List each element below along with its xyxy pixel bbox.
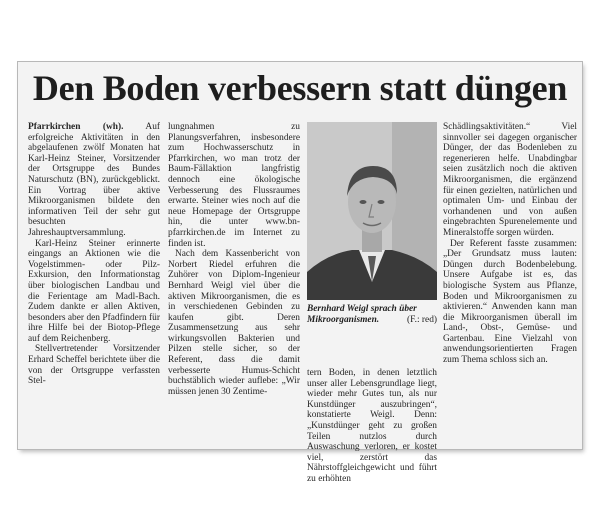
headline: Den Boden verbessern statt düngen [32,68,568,108]
paragraph: Stellvertretender Vorsitzender Erhard Scheffel berichtete über die von der Ortsgruppe verfassten Stel- [28,344,160,387]
article-column-1 [28,122,160,387]
photo-credit: (F.: red) [407,315,437,325]
portrait-photo [307,122,437,300]
article-column-4 [443,122,577,366]
photo-caption [307,304,437,326]
paragraph: tern Boden, in denen letztlich unser aller Lebensgrundlage liegt, wieder mehr Gutes tun, als nur Kunstdünger auszubringen“, konstatierte Weigl. Denn: „Kunstdünger geht zu großen Teilen nutzlos durch Auswaschung verloren, er kostet viel, zerstört das Nährstoffgleichgewicht und führt zu erhöhten [307,368,437,484]
article-column-2 [168,122,300,397]
caption-text: Bernhard Weigl sprach über Mikroorganismen. [307,304,417,325]
paragraph: Pfarrkirchen (wh). Auf erfolgreiche Aktivitäten in den abgelaufenen zwölf Monaten hat Karl-Heinz Steiner, Vorsitzender der Ortsgruppe des Bundes Naturschutz (BN), zurückgeblickt. Ein Vortrag über aktive Mikroorganismen bildete den informativen Teil der sehr gut besuchten Jahreshauptversammlung. [28,122,160,238]
newspaper-clipping [18,62,582,484]
article-column-3-lower [307,368,437,485]
paragraph: Nach dem Kassenbericht von Norbert Riedel erfuhren die Zuhörer von Diplom-Ingenieur Bernhard Weigl viel über die aktiven Mikroorganismen, die es in verschiedenen Gebinden zu kaufen gibt. Deren Zusammensetzung aus sehr wirkungsvollen Bakterien und Pilzen stelle sicher, so der Referent, dass die damit verbesserte Humus-Schicht buchstäblich wieder auflebe: „Wir müssen jenen 30 Zentime- [168,249,300,397]
portrait-photo-icon [307,122,437,300]
paragraph: Karl-Heinz Steiner erinnerte eingangs an Aktionen wie die Vogelstimmen- oder Pilz-Exkursion, den Informationstag über biologischen Landbau und die Ferientage am Madl-Bach. Zudem dankte er allen Aktiven, besonders aber den Pfadfindern für ihre Hilfe bei der Biotop-Pflege auf dem Reichenberg. [28,238,160,344]
dateline: Pfarrkirchen (wh). [28,122,124,132]
paragraph: Schädlingsaktivitäten.“ Viel sinnvoller sei dagegen organischer Dünger, der das Bodenleben zu regenerieren helfe. Unabdingbar seien zusätzlich noch die aktiven Mikroorganismen, die ergänzend für einen gezielten, natürlichen und optimalen Um- und Einbau der vorhandenen und von außen eingebrachten Spurenelemente und Mineralstoffe sorgen würden. [443,122,577,238]
paragraph: Der Referent fasste zusammen: „Der Grundsatz muss lauten: Düngen durch Bodenbelebung. Unsere Aufgabe ist es, das biologische System aus Pflanze, Boden und Mikroorganismen zu aktivieren.“ Anwenden kann man die Mikroorganismen überall im Land-, Obst-, Gemüse- und Gartenbau. Eine Vielzahl von anwendungsorientierten Fragen zum Thema schloss sich an. [443,238,577,366]
paragraph: lungnahmen zu Planungsverfahren, insbesondere zum Hochwasserschutz in Pfarrkirchen, wo man trotz der Baum-Fällaktion langfristig dennoch eine ökologische Verbesserung des Flussraumes erwarte. Steiner wies noch auf die neue Homepage der Ortsgruppe hin, die unter www.bn-pfarrkirchen.de im Internet zu finden ist. [168,122,300,249]
